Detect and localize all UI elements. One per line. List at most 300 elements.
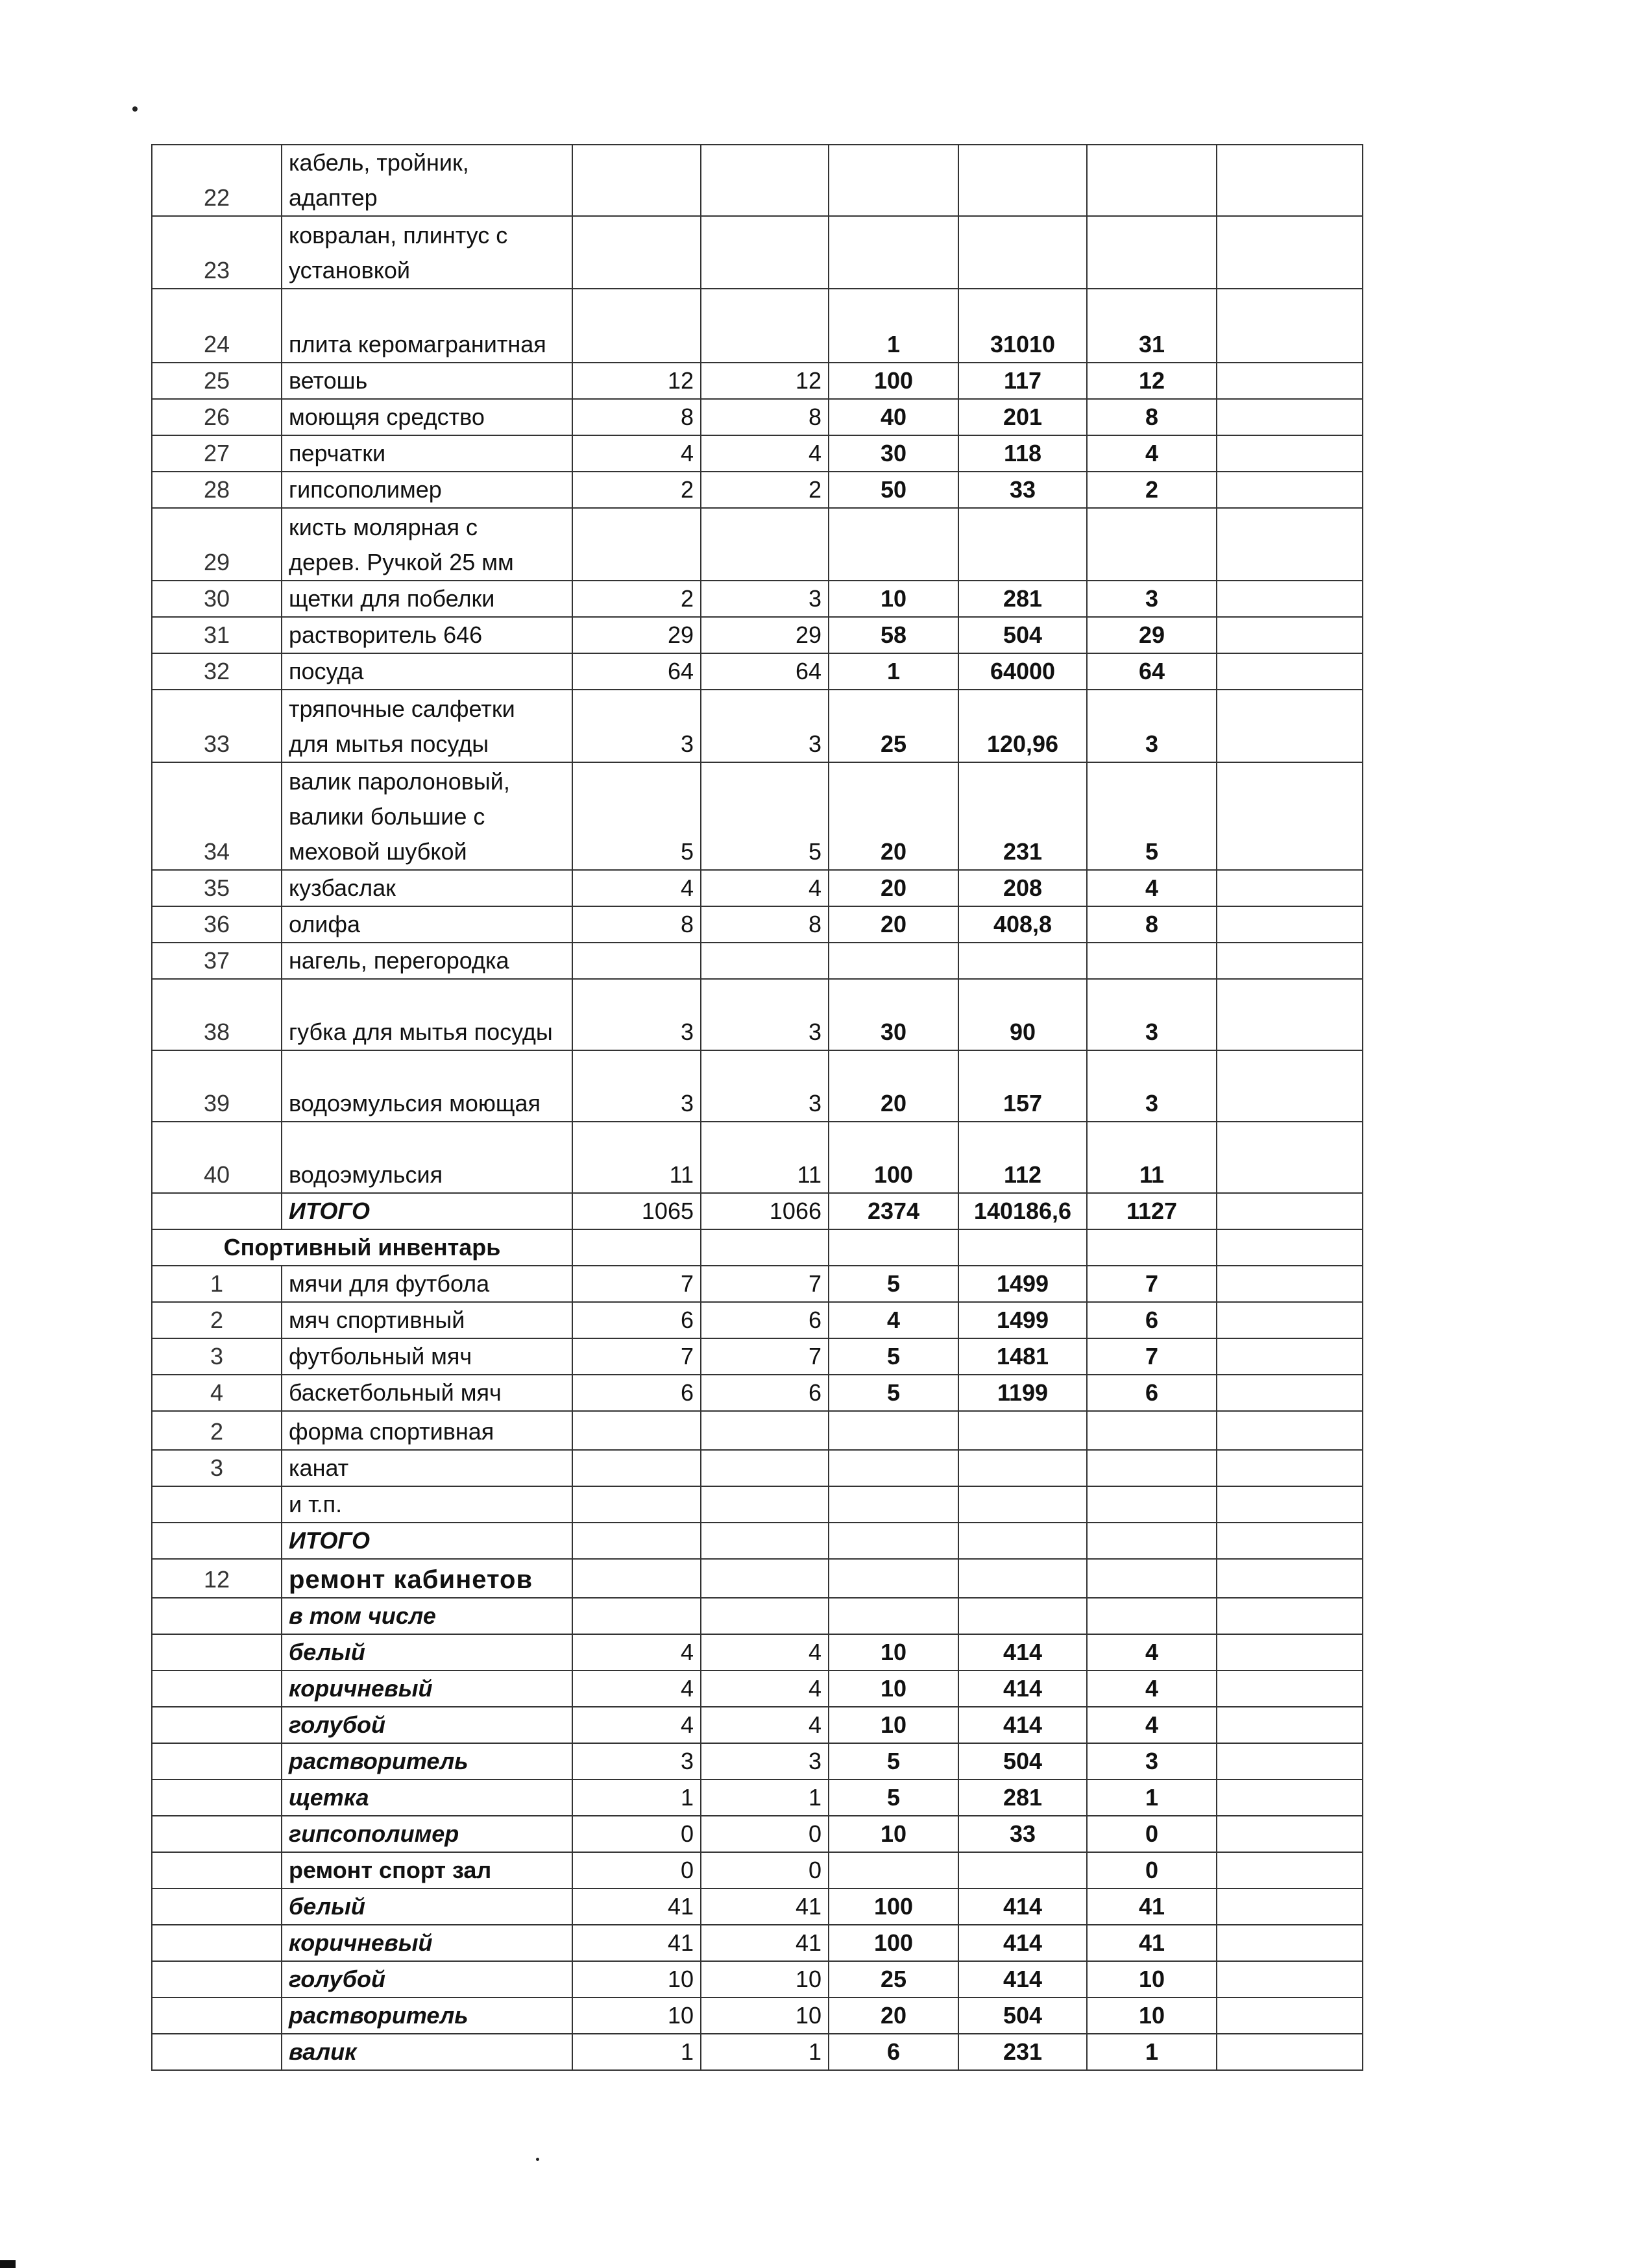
value-e-cell: 64	[1087, 653, 1217, 690]
value-c-cell: 100	[829, 363, 958, 399]
price-cell	[958, 145, 1087, 216]
item-name-cell: футбольный мяч	[282, 1338, 572, 1375]
table-row	[152, 216, 1363, 289]
value-e-cell: 8	[1087, 906, 1217, 943]
price-cell: 31010	[958, 289, 1087, 363]
value-c-cell: 25	[829, 690, 958, 762]
item-name-cell: плита керомагранитная	[282, 289, 572, 363]
quantity-a-cell: 41	[572, 1925, 701, 1961]
quantity-b-cell: 4	[701, 1707, 829, 1743]
price-cell: 414	[958, 1671, 1087, 1707]
table-row	[152, 1338, 1363, 1375]
row-number-cell: 23	[152, 216, 282, 289]
quantity-b-cell: 6	[701, 1375, 829, 1411]
value-e-cell: 3	[1087, 1050, 1217, 1122]
value-e-cell: 8	[1087, 399, 1217, 435]
quantity-b-cell	[701, 289, 829, 363]
value-e-cell: 12	[1087, 363, 1217, 399]
price-cell: 414	[958, 1961, 1087, 1997]
price-cell: 414	[958, 1925, 1087, 1961]
row-number-cell: 29	[152, 508, 282, 581]
quantity-a-cell: 4	[572, 870, 701, 906]
value-e-cell: 41	[1087, 1888, 1217, 1925]
quantity-a-cell: 41	[572, 1888, 701, 1925]
value-e-cell: 4	[1087, 1634, 1217, 1671]
price-cell: 120,96	[958, 690, 1087, 762]
empty-cell	[1217, 653, 1363, 690]
quantity-b-cell: 10	[701, 1997, 829, 2034]
empty-cell	[1217, 1997, 1363, 2034]
quantity-b-cell	[701, 1411, 829, 1450]
price-cell	[958, 1852, 1087, 1888]
value-e-cell	[1087, 145, 1217, 216]
row-number-cell	[152, 1925, 282, 1961]
value-c-cell: 10	[829, 1671, 958, 1707]
quantity-a-cell	[572, 289, 701, 363]
empty-cell	[1217, 2034, 1363, 2070]
value-c-cell: 100	[829, 1925, 958, 1961]
row-number-cell: 32	[152, 653, 282, 690]
empty-cell	[1217, 1961, 1363, 1997]
value-c-cell: 5	[829, 1338, 958, 1375]
value-c-cell: 20	[829, 1997, 958, 2034]
item-name-cell: баскетбольный мяч	[282, 1375, 572, 1411]
value-e-cell: 1127	[1087, 1193, 1217, 1229]
price-cell: 414	[958, 1634, 1087, 1671]
quantity-a-cell	[572, 145, 701, 216]
item-name-cell: гипсополимер	[282, 472, 572, 508]
quantity-b-cell	[701, 216, 829, 289]
empty-cell	[701, 1229, 829, 1266]
quantity-a-cell	[572, 1559, 701, 1598]
value-c-cell	[829, 1450, 958, 1486]
table-row	[152, 1375, 1363, 1411]
empty-cell	[1217, 145, 1363, 216]
row-number-cell: 33	[152, 690, 282, 762]
quantity-a-cell: 12	[572, 363, 701, 399]
value-c-cell	[829, 1411, 958, 1450]
item-name-cell: тряпочные салфетки для мытья посуды	[282, 690, 572, 762]
table-row	[152, 1743, 1363, 1779]
price-cell	[958, 508, 1087, 581]
table-row	[152, 1997, 1363, 2034]
quantity-b-cell: 4	[701, 870, 829, 906]
row-number-cell: 22	[152, 145, 282, 216]
quantity-a-cell: 1	[572, 2034, 701, 2070]
value-e-cell: 7	[1087, 1338, 1217, 1375]
price-cell: 117	[958, 363, 1087, 399]
item-name-cell: коричневый	[282, 1925, 572, 1961]
quantity-a-cell	[572, 1450, 701, 1486]
quantity-b-cell: 12	[701, 363, 829, 399]
item-name-cell: кисть молярная с дерев. Ручкой 25 мм	[282, 508, 572, 581]
quantity-b-cell: 7	[701, 1338, 829, 1375]
empty-cell	[1217, 1888, 1363, 1925]
price-cell: 112	[958, 1122, 1087, 1193]
value-c-cell: 20	[829, 762, 958, 870]
empty-cell	[1217, 1193, 1363, 1229]
price-cell: 1199	[958, 1375, 1087, 1411]
row-number-cell	[152, 1779, 282, 1816]
empty-cell	[1217, 1450, 1363, 1486]
table-row	[152, 1302, 1363, 1338]
item-name-cell: растворитель 646	[282, 617, 572, 653]
value-c-cell	[829, 1559, 958, 1598]
value-e-cell: 3	[1087, 581, 1217, 617]
quantity-a-cell: 64	[572, 653, 701, 690]
quantity-b-cell: 3	[701, 1050, 829, 1122]
quantity-a-cell: 4	[572, 1671, 701, 1707]
quantity-a-cell: 1	[572, 1779, 701, 1816]
quantity-b-cell: 3	[701, 1743, 829, 1779]
table-row	[152, 653, 1363, 690]
empty-cell	[1217, 581, 1363, 617]
empty-cell	[1217, 1743, 1363, 1779]
table-row	[152, 1888, 1363, 1925]
empty-cell	[1087, 1229, 1217, 1266]
item-name-cell: и т.п.	[282, 1486, 572, 1523]
value-e-cell: 1	[1087, 2034, 1217, 2070]
row-number-cell	[152, 1193, 282, 1229]
price-cell: 157	[958, 1050, 1087, 1122]
price-cell: 504	[958, 1743, 1087, 1779]
value-e-cell: 6	[1087, 1375, 1217, 1411]
value-e-cell: 2	[1087, 472, 1217, 508]
quantity-b-cell: 3	[701, 581, 829, 617]
table-row	[152, 472, 1363, 508]
value-c-cell: 10	[829, 1816, 958, 1852]
value-e-cell: 29	[1087, 617, 1217, 653]
quantity-a-cell: 3	[572, 690, 701, 762]
quantity-b-cell: 4	[701, 435, 829, 472]
quantity-a-cell: 3	[572, 1050, 701, 1122]
item-name-cell: водоэмульсия	[282, 1122, 572, 1193]
item-name-cell: кузбаслак	[282, 870, 572, 906]
quantity-b-cell	[701, 1598, 829, 1634]
quantity-b-cell	[701, 943, 829, 979]
value-c-cell: 5	[829, 1375, 958, 1411]
row-number-cell: 25	[152, 363, 282, 399]
quantity-b-cell	[701, 1523, 829, 1559]
table-row	[152, 1523, 1363, 1559]
price-cell: 408,8	[958, 906, 1087, 943]
item-name-cell: нагель, перегородка	[282, 943, 572, 979]
price-cell: 281	[958, 581, 1087, 617]
item-name-cell: форма спортивная	[282, 1411, 572, 1450]
table-row	[152, 1707, 1363, 1743]
empty-cell	[1217, 1411, 1363, 1450]
quantity-b-cell: 1066	[701, 1193, 829, 1229]
table-body	[152, 145, 1363, 2070]
quantity-b-cell: 41	[701, 1888, 829, 1925]
item-name-cell: голубой	[282, 1707, 572, 1743]
empty-cell	[1217, 870, 1363, 906]
value-c-cell: 100	[829, 1122, 958, 1193]
row-number-cell	[152, 1598, 282, 1634]
table-row	[152, 1450, 1363, 1486]
row-number-cell: 40	[152, 1122, 282, 1193]
row-number-cell	[152, 1486, 282, 1523]
price-cell: 231	[958, 2034, 1087, 2070]
empty-cell	[1217, 363, 1363, 399]
empty-cell	[1217, 1122, 1363, 1193]
quantity-a-cell: 1065	[572, 1193, 701, 1229]
value-e-cell	[1087, 508, 1217, 581]
empty-cell	[1217, 216, 1363, 289]
quantity-b-cell: 11	[701, 1122, 829, 1193]
item-name-cell: кабель, тройник, адаптер	[282, 145, 572, 216]
price-cell: 414	[958, 1888, 1087, 1925]
price-cell: 1481	[958, 1338, 1087, 1375]
row-number-cell	[152, 1997, 282, 2034]
value-c-cell: 20	[829, 906, 958, 943]
quantity-b-cell: 64	[701, 653, 829, 690]
empty-cell	[1217, 1671, 1363, 1707]
table-row	[152, 145, 1363, 216]
empty-cell	[1217, 1375, 1363, 1411]
row-number-cell: 31	[152, 617, 282, 653]
empty-cell	[1217, 1634, 1363, 1671]
scan-edge-mark	[0, 2260, 16, 2268]
empty-cell	[1217, 906, 1363, 943]
price-cell: 208	[958, 870, 1087, 906]
row-number-cell: 3	[152, 1338, 282, 1375]
price-cell: 201	[958, 399, 1087, 435]
table-row	[152, 690, 1363, 762]
quantity-b-cell	[701, 508, 829, 581]
value-c-cell	[829, 1852, 958, 1888]
empty-cell	[1217, 1523, 1363, 1559]
quantity-b-cell: 7	[701, 1266, 829, 1302]
empty-cell	[1217, 1707, 1363, 1743]
quantity-b-cell: 2	[701, 472, 829, 508]
row-number-cell: 35	[152, 870, 282, 906]
row-number-cell: 1	[152, 1266, 282, 1302]
quantity-a-cell: 4	[572, 1634, 701, 1671]
table-row	[152, 581, 1363, 617]
quantity-a-cell	[572, 1523, 701, 1559]
price-cell: 281	[958, 1779, 1087, 1816]
row-number-cell	[152, 1634, 282, 1671]
table-row	[152, 1122, 1363, 1193]
quantity-a-cell: 2	[572, 581, 701, 617]
quantity-b-cell: 3	[701, 690, 829, 762]
value-e-cell: 31	[1087, 289, 1217, 363]
row-number-cell: 4	[152, 1375, 282, 1411]
inventory-table	[151, 144, 1363, 2071]
item-name-cell: олифа	[282, 906, 572, 943]
quantity-b-cell: 8	[701, 399, 829, 435]
table-row	[152, 1559, 1363, 1598]
table-row	[152, 1852, 1363, 1888]
value-c-cell: 4	[829, 1302, 958, 1338]
table-row	[152, 363, 1363, 399]
price-cell: 1499	[958, 1302, 1087, 1338]
price-cell: 1499	[958, 1266, 1087, 1302]
empty-cell	[829, 1229, 958, 1266]
table-row	[152, 906, 1363, 943]
value-c-cell: 5	[829, 1743, 958, 1779]
row-number-cell	[152, 1743, 282, 1779]
quantity-b-cell: 4	[701, 1671, 829, 1707]
value-c-cell: 10	[829, 1707, 958, 1743]
row-number-cell: 26	[152, 399, 282, 435]
value-e-cell	[1087, 1411, 1217, 1450]
table-row	[152, 1671, 1363, 1707]
item-name-cell: белый	[282, 1634, 572, 1671]
row-number-cell: 2	[152, 1302, 282, 1338]
item-name-cell: щетка	[282, 1779, 572, 1816]
price-cell	[958, 1559, 1087, 1598]
table-row	[152, 2034, 1363, 2070]
row-number-cell: 2	[152, 1411, 282, 1450]
quantity-b-cell	[701, 1559, 829, 1598]
empty-cell	[1217, 1816, 1363, 1852]
empty-cell	[1217, 1486, 1363, 1523]
item-name-cell: водоэмульсия моющая	[282, 1050, 572, 1122]
quantity-a-cell: 10	[572, 1961, 701, 1997]
price-cell	[958, 1411, 1087, 1450]
quantity-b-cell: 5	[701, 762, 829, 870]
item-name-cell: валик паролоновый, валики большие с меховой шубкой	[282, 762, 572, 870]
empty-cell	[1217, 1925, 1363, 1961]
table-row	[152, 1050, 1363, 1122]
quantity-a-cell: 7	[572, 1266, 701, 1302]
item-name-cell: ремонт кабинетов	[282, 1559, 572, 1598]
table-row	[152, 1266, 1363, 1302]
item-name-cell: канат	[282, 1450, 572, 1486]
item-name-cell: в том числе	[282, 1598, 572, 1634]
scan-speck	[132, 106, 138, 112]
quantity-a-cell: 8	[572, 399, 701, 435]
row-number-cell: 37	[152, 943, 282, 979]
value-e-cell	[1087, 216, 1217, 289]
table-row	[152, 1816, 1363, 1852]
value-c-cell	[829, 508, 958, 581]
price-cell: 504	[958, 617, 1087, 653]
value-c-cell: 30	[829, 979, 958, 1050]
item-name-cell: голубой	[282, 1961, 572, 1997]
quantity-a-cell: 4	[572, 435, 701, 472]
value-c-cell	[829, 1486, 958, 1523]
value-c-cell	[829, 1598, 958, 1634]
quantity-b-cell	[701, 145, 829, 216]
value-e-cell: 7	[1087, 1266, 1217, 1302]
quantity-b-cell: 29	[701, 617, 829, 653]
value-e-cell: 4	[1087, 1707, 1217, 1743]
empty-cell	[1217, 472, 1363, 508]
price-cell	[958, 943, 1087, 979]
table-row	[152, 435, 1363, 472]
table-row	[152, 1779, 1363, 1816]
item-name-cell: ремонт спорт зал	[282, 1852, 572, 1888]
quantity-a-cell: 8	[572, 906, 701, 943]
empty-cell	[958, 1229, 1087, 1266]
item-name-cell: посуда	[282, 653, 572, 690]
table-row	[152, 1961, 1363, 1997]
quantity-a-cell: 0	[572, 1852, 701, 1888]
item-name-cell: валик	[282, 2034, 572, 2070]
value-e-cell: 3	[1087, 979, 1217, 1050]
empty-cell	[1217, 1852, 1363, 1888]
price-cell: 231	[958, 762, 1087, 870]
value-e-cell: 4	[1087, 435, 1217, 472]
empty-cell	[1217, 289, 1363, 363]
row-number-cell	[152, 1852, 282, 1888]
value-e-cell: 0	[1087, 1852, 1217, 1888]
empty-cell	[1217, 1598, 1363, 1634]
quantity-b-cell: 1	[701, 2034, 829, 2070]
value-c-cell: 30	[829, 435, 958, 472]
value-e-cell: 11	[1087, 1122, 1217, 1193]
row-number-cell	[152, 1961, 282, 1997]
value-e-cell: 3	[1087, 690, 1217, 762]
item-name-cell: перчатки	[282, 435, 572, 472]
quantity-a-cell: 5	[572, 762, 701, 870]
value-e-cell	[1087, 1450, 1217, 1486]
item-name-cell: гипсополимер	[282, 1816, 572, 1852]
price-cell	[958, 1486, 1087, 1523]
value-e-cell: 10	[1087, 1997, 1217, 2034]
value-c-cell: 100	[829, 1888, 958, 1925]
table-row	[152, 399, 1363, 435]
price-cell: 90	[958, 979, 1087, 1050]
table-row	[152, 870, 1363, 906]
row-number-cell: 24	[152, 289, 282, 363]
row-number-cell: 36	[152, 906, 282, 943]
item-name-cell: белый	[282, 1888, 572, 1925]
value-e-cell: 5	[1087, 762, 1217, 870]
value-e-cell	[1087, 943, 1217, 979]
value-e-cell: 4	[1087, 870, 1217, 906]
quantity-b-cell	[701, 1450, 829, 1486]
table-row	[152, 617, 1363, 653]
quantity-a-cell	[572, 1598, 701, 1634]
section-title: Спортивный инвентарь	[152, 1229, 572, 1266]
table-row	[152, 1634, 1363, 1671]
value-c-cell: 20	[829, 1050, 958, 1122]
item-name-cell: ИТОГО	[282, 1523, 572, 1559]
value-c-cell: 5	[829, 1266, 958, 1302]
item-name-cell: ветошь	[282, 363, 572, 399]
quantity-b-cell: 0	[701, 1852, 829, 1888]
value-c-cell: 20	[829, 870, 958, 906]
quantity-b-cell: 1	[701, 1779, 829, 1816]
quantity-b-cell	[701, 1486, 829, 1523]
empty-cell	[1217, 690, 1363, 762]
table-row	[152, 979, 1363, 1050]
value-c-cell: 10	[829, 1634, 958, 1671]
row-number-cell: 27	[152, 435, 282, 472]
quantity-a-cell	[572, 508, 701, 581]
empty-cell	[1217, 508, 1363, 581]
row-number-cell	[152, 1888, 282, 1925]
table-row	[152, 1598, 1363, 1634]
section-header-row	[152, 1229, 1363, 1266]
value-c-cell: 1	[829, 653, 958, 690]
quantity-a-cell	[572, 943, 701, 979]
price-cell: 118	[958, 435, 1087, 472]
table-row	[152, 289, 1363, 363]
empty-cell	[1217, 1338, 1363, 1375]
empty-cell	[1217, 399, 1363, 435]
quantity-b-cell: 0	[701, 1816, 829, 1852]
table-row	[152, 1411, 1363, 1450]
empty-cell	[572, 1229, 701, 1266]
item-name-cell: губка для мытья посуды	[282, 979, 572, 1050]
item-name-cell: растворитель	[282, 1743, 572, 1779]
item-name-cell: щетки для побелки	[282, 581, 572, 617]
